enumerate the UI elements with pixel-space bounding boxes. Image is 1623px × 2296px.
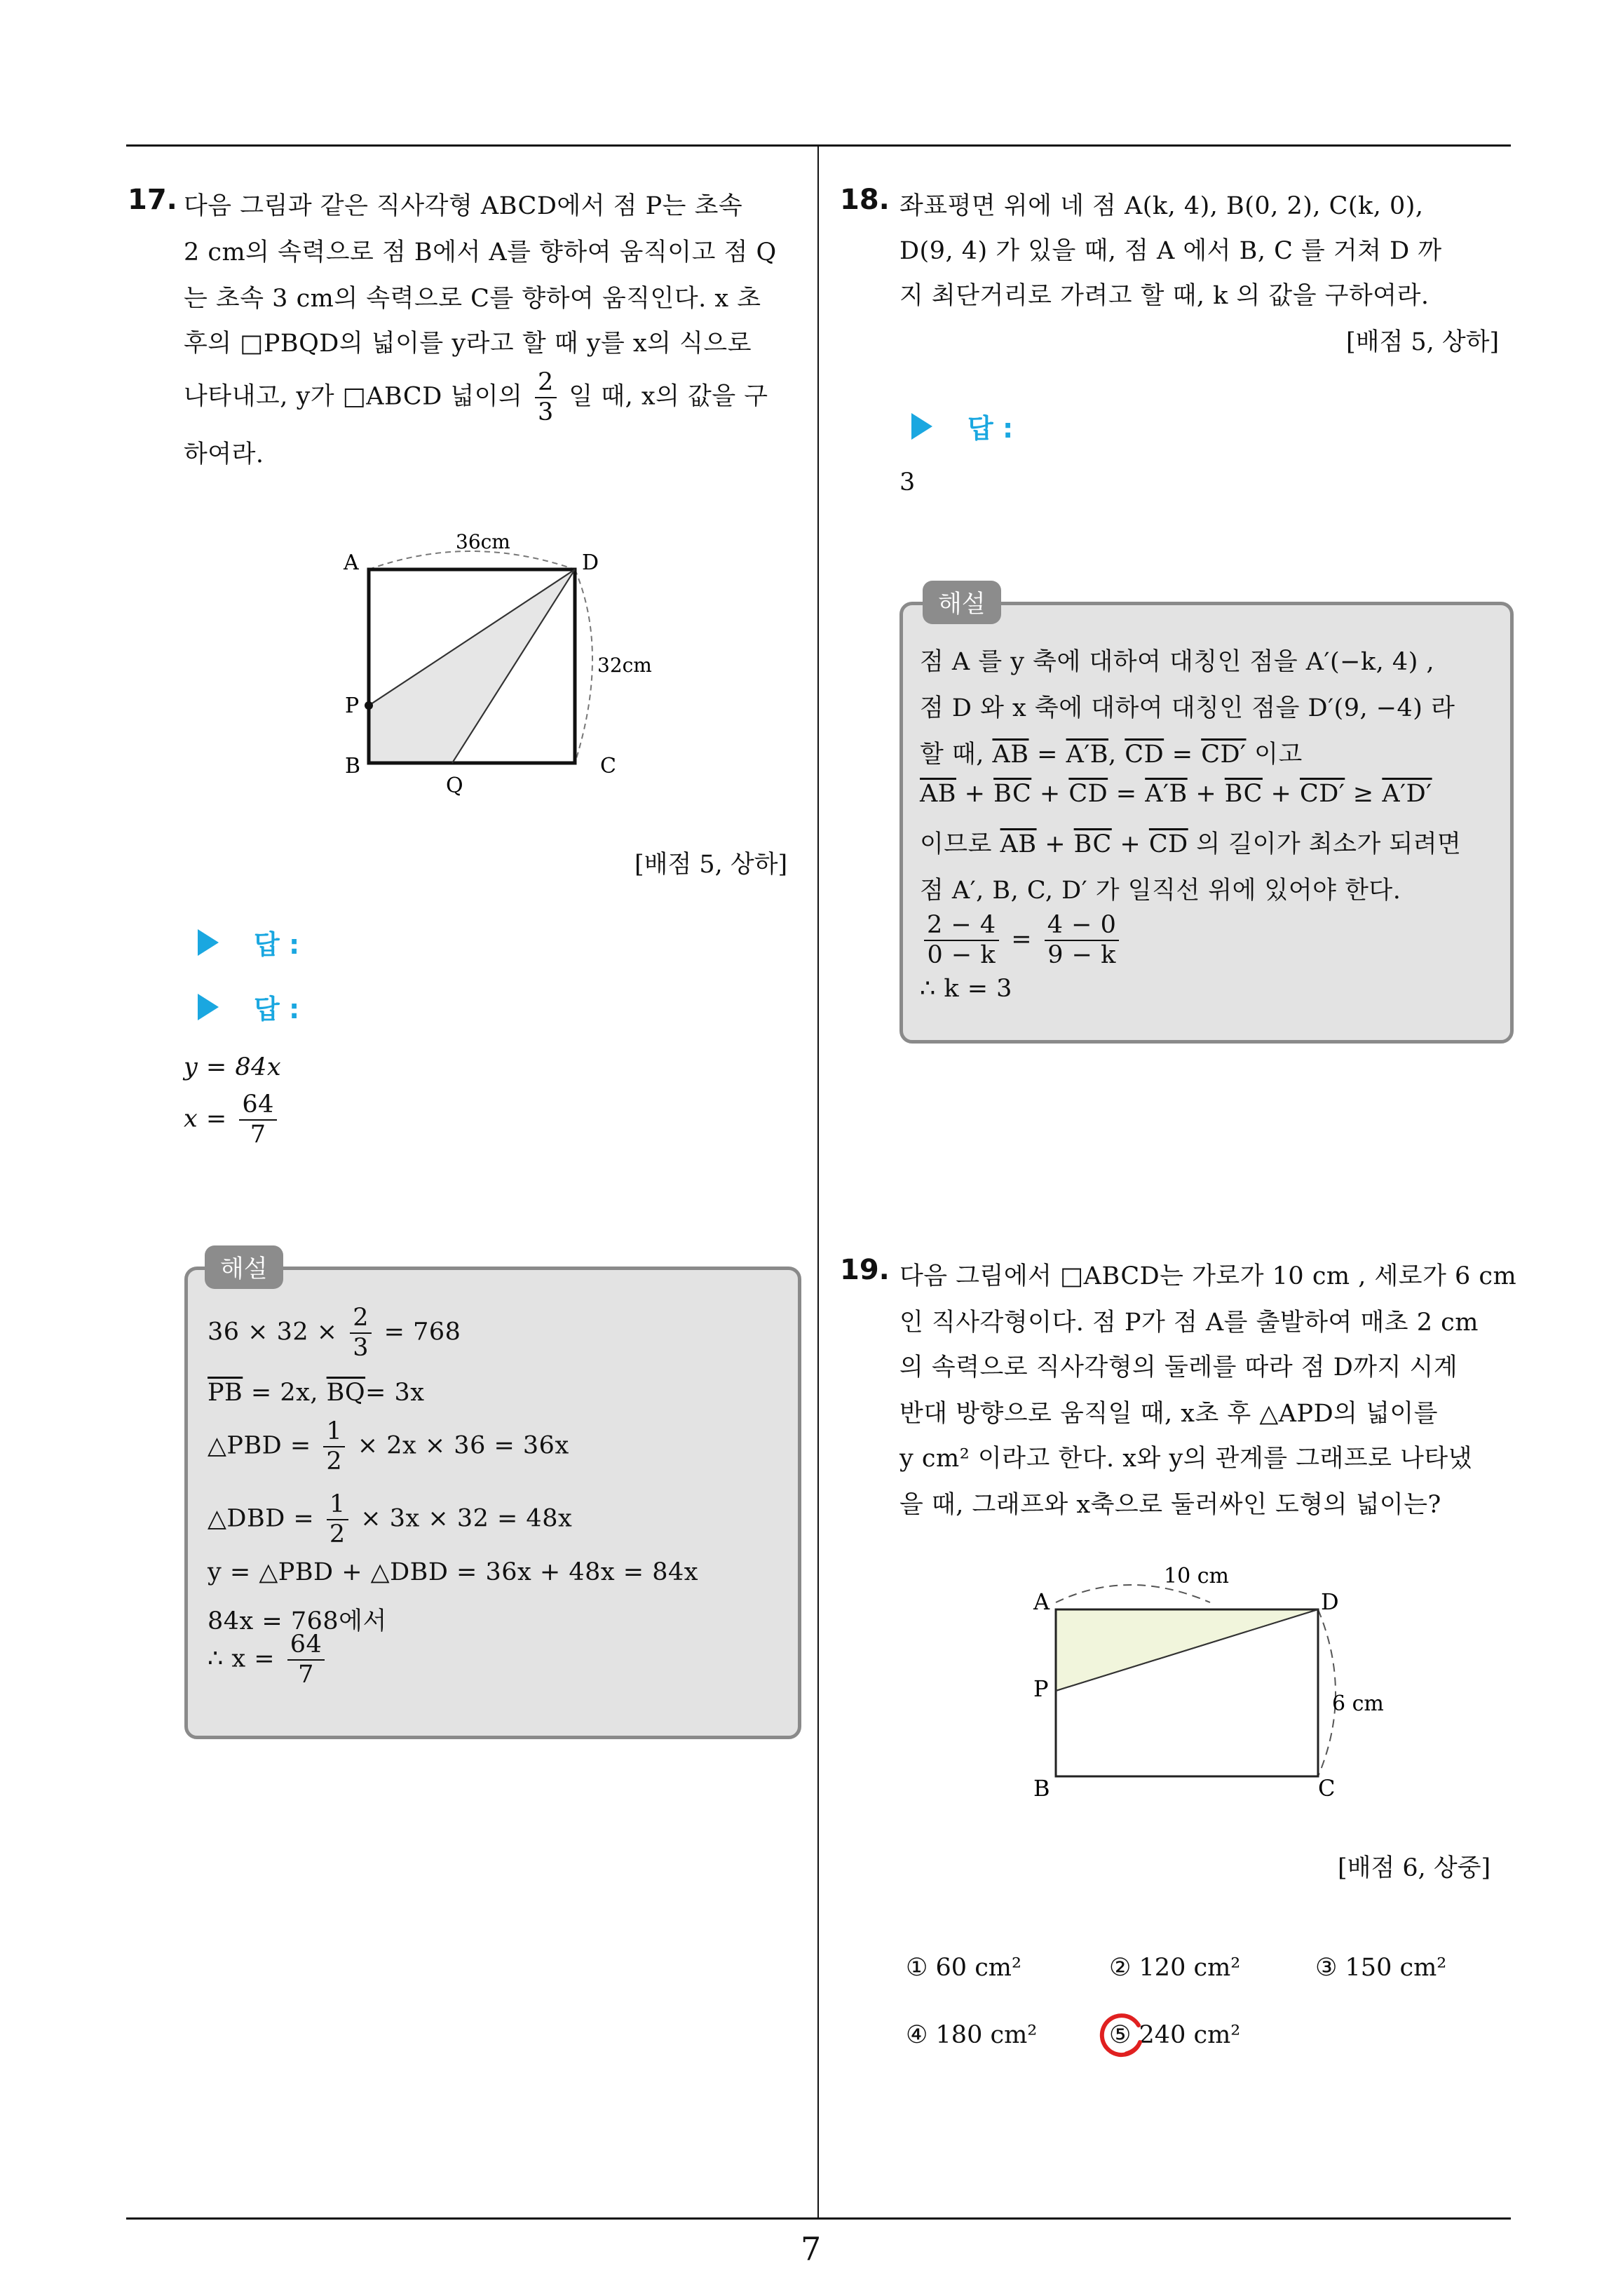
q17-expl-l3-a: △PBD = [208,1431,311,1460]
q19-height-label: 6 cm [1332,1691,1384,1716]
q17-answer-1: y = 84x [184,1053,282,1081]
q17-width-label: 36cm [456,530,510,553]
q17-expl-line-2 [208,1379,425,1407]
q19-choice-3-text: 150 cm² [1345,1954,1447,1982]
question-19-number: 19. [840,1254,890,1286]
q17-width-arc [369,551,575,569]
column-divider [817,144,819,2219]
q17-label-c: C [600,754,616,778]
q19-choice-5-mark: ⑤ [1109,2021,1132,2049]
q19-label-d: D [1321,1588,1339,1615]
q18-expl-l4-e: $\overline{CD}$ [1068,780,1108,808]
q18-answer: 3 [899,468,916,497]
q19-label-c: C [1318,1775,1336,1802]
q19-label-p: P [1033,1675,1049,1702]
q17-expl-l3-frac [323,1419,345,1474]
q17-label-q: Q [446,774,463,798]
q18-expl-eq: = [1011,925,1033,954]
q18-expl-l4-d: + [1031,780,1069,808]
q17-line-5-tail: 일 때, x의 값을 구 [569,382,768,411]
q18-expl-l3-b: $\overline{AB}$ [992,741,1029,769]
q18-expl-l3-g: = [1164,741,1202,769]
answer-arrow-icon [198,929,219,956]
q17-fraction [535,370,557,425]
q17-figure [330,519,666,799]
q17-expl-l3-b: × 2x × 36 = 36x [357,1431,569,1460]
q19-line-2: 인 직사각형이다. 점 P가 점 A를 출발하여 매초 2 cm [899,1309,1479,1337]
q17-expl-l1-frac [350,1306,372,1360]
q18-expl-l4-h: + [1187,780,1225,808]
q17-answer-2-den: 7 [250,1121,266,1149]
q18-expl-l4-a: $\overline{AB}$ [920,780,956,808]
q18-expl-l5-d: $\overline{BC}$ [1073,830,1112,858]
q17-expl-l2-c: $\overline{BQ}$ [326,1379,366,1407]
q18-expl-num-1: 2 − 4 [924,913,999,941]
q17-line-6: 하여라. [184,440,264,468]
q17-shaded-region [369,569,575,763]
q17-fraction-num: 2 [535,370,557,398]
q17-expl-line-3 [208,1419,569,1474]
q17-answer-2-num: 64 [239,1093,277,1121]
q18-expl-l3-e: , [1108,741,1125,769]
q19-line-5: y cm² 이라고 한다. x와 y의 관계를 그래프로 나타냈 [899,1445,1473,1473]
q18-expl-line-3 [920,735,1303,770]
q18-expl-l3-f: $\overline{CD}$ [1125,741,1164,769]
q17-expl-l2-a: $\overline{PB}$ [208,1379,243,1407]
q17-answer-2-fraction [239,1090,277,1149]
q17-expl-l1-a: 36 × 32 × [208,1318,338,1346]
q19-width-label: 10 cm [1164,1564,1229,1588]
question-18-number: 18. [840,184,890,216]
q19-choice-4-text: 180 cm² [935,2021,1038,2049]
q17-answer-row-2 [198,987,299,1026]
q17-expl-line-5: y = △PBD + △DBD = 36x + 48x = 84x [208,1558,698,1586]
q18-answer-label: 답 : [967,413,1014,444]
q18-expl-l4-c: $\overline{BC}$ [993,780,1032,808]
q17-expl-l4-den: 2 [329,1520,346,1548]
q17-point-p [365,701,373,710]
q17-line-5-text: 나타내고, y가 □ABCD 넓이의 [184,382,523,411]
q19-line-4: 반대 방향으로 움직일 때, x초 후 △APD의 넓이를 [899,1400,1439,1428]
q18-expl-l3-i: 이고 [1246,741,1303,769]
q17-line-3: 는 초속 3 cm의 속력으로 C를 향하여 움직인다. x 초 [184,285,761,313]
q17-expl-line-6: 84x = 768에서 [208,1607,387,1635]
q19-label-b: B [1033,1775,1050,1802]
q18-expl-line-2: 점 D 와 x 축에 대하여 대칭인 점을 D′(9, −4) 라 [920,694,1455,722]
q19-choice-4[interactable] [906,2021,1037,2049]
q17-answer-2 [184,1090,281,1149]
q17-expl-l1-num: 2 [350,1306,372,1334]
q17-expl-l7-den: 7 [298,1661,314,1689]
q17-answer-row-1 [198,923,299,961]
q18-answer-row [911,407,1013,445]
q19-choice-3[interactable] [1315,1954,1446,1982]
q18-expl-l4-j: + [1262,780,1300,808]
q18-expl-den-1: 0 − k [927,941,996,969]
page-number: 7 [801,2230,822,2268]
q18-score: [배점 5, 상하] [1346,328,1500,356]
q18-expl-l5-e: + [1111,830,1149,858]
q17-expl-line-7 [208,1630,329,1689]
q17-score: [배점 5, 상하] [634,851,788,879]
q18-line-1: 좌표평면 위에 네 점 A(k, 4), B(0, 2), C(k, 0), [899,192,1424,220]
q18-expl-frac-1 [924,913,999,968]
q17-expl-l7-a: ∴ x = [208,1645,276,1673]
q17-expl-l7-num: 64 [287,1633,325,1661]
q17-answer-label-2: 답 : [254,994,300,1025]
q19-line-1: 다음 그림에서 □ABCD는 가로가 10 cm , 세로가 6 cm [899,1262,1517,1290]
q18-expl-num-2: 4 − 0 [1045,913,1120,941]
q18-expl-l5-g: 의 길이가 최소가 되려면 [1188,830,1462,858]
q17-expl-line-4 [208,1492,572,1547]
q19-choice-2-text: 120 cm² [1139,1954,1241,1982]
q17-expl-l3-den: 2 [326,1447,343,1475]
q17-fraction-den: 3 [537,398,554,426]
q18-expl-l3-a: 할 때, [920,741,993,769]
q17-expl-l4-a: △DBD = [208,1504,315,1533]
q18-line-3: 지 최단거리로 가려고 할 때, k 의 값을 구하여라. [899,282,1430,310]
q19-score: [배점 6, 상중] [1338,1854,1491,1882]
selected-answer-circle-icon [1098,2010,1148,2060]
q19-label-a: A [1033,1588,1050,1615]
q18-expl-l3-h: CD′ [1201,741,1247,769]
q17-expl-l1-b: = 768 [383,1318,461,1346]
q17-height-arc [575,569,592,763]
q19-choice-2-mark: ② [1109,1954,1132,1982]
q18-expl-l4-f: = [1108,780,1146,808]
q17-explanation-tab: 해설 [205,1245,283,1289]
q18-expl-line-1: 점 A 를 y 축에 대하여 대칭인 점을 A′(−k, 4) , [920,648,1435,676]
q17-expl-l3-num: 1 [323,1419,345,1447]
q17-label-p: P [345,694,360,718]
q17-expl-l1-den: 3 [353,1334,369,1362]
q17-label-b: B [345,754,361,778]
q17-answer-2-lhs: x = [184,1105,227,1133]
q19-choice-1[interactable] [906,1954,1021,1982]
q18-expl-line-8: ∴ k = 3 [920,975,1012,1003]
q18-expl-line-5 [920,825,1461,860]
q17-label-a: A [344,551,359,575]
q18-expl-l5-f: $\overline{CD}$ [1148,830,1188,858]
q19-figure [1017,1553,1409,1820]
q19-choice-4-mark: ④ [906,2021,928,2049]
q18-expl-l5-b: $\overline{AB}$ [1000,830,1037,858]
q18-expl-l4-m: A′D′ [1382,780,1432,808]
q19-choice-5-text: 240 cm² [1139,2021,1241,2049]
q18-expl-l4-l: ≥ [1345,780,1383,808]
q19-choice-1-text: 60 cm² [935,1954,1022,1982]
q17-label-d: D [582,551,599,575]
q17-answer-label-1: 답 : [254,929,300,960]
q18-expl-line-7 [920,913,1123,968]
q19-choice-1-mark: ① [906,1954,928,1982]
q17-line-5 [184,370,768,425]
q18-expl-l4-b: + [956,780,994,808]
q19-line-6: 을 때, 그래프와 x축으로 둘러싸인 도형의 넓이는? [899,1491,1441,1519]
q18-expl-l3-d: A′B [1066,741,1109,769]
q17-line-1: 다음 그림과 같은 직사각형 ABCD에서 점 P는 초속 [184,192,743,220]
answer-arrow-icon [198,994,219,1020]
q18-expl-l4-i: $\overline{BC}$ [1224,780,1263,808]
q18-line-2: D(9, 4) 가 있을 때, 점 A 에서 B, C 를 거쳐 D 까 [899,237,1442,265]
q19-choice-2[interactable] [1109,1954,1240,1982]
q18-expl-l3-c: = [1028,741,1066,769]
q18-explanation-tab: 해설 [923,581,1001,624]
q17-expl-l4-frac [327,1492,348,1547]
question-17-number: 17. [128,184,177,216]
q17-line-4: 후의 □PBQD의 넓이를 y라고 할 때 y를 x의 식으로 [184,330,752,358]
q18-expl-frac-2 [1045,913,1120,968]
q19-choice-3-mark: ③ [1315,1954,1338,1982]
q17-line-2: 2 cm의 속력으로 점 B에서 A를 향하여 움직이고 점 Q [184,238,777,266]
q17-expl-l4-num: 1 [327,1492,348,1520]
q18-expl-den-2: 9 − k [1047,941,1116,969]
q18-expl-l4-g: A′B [1145,780,1188,808]
q18-expl-l5-a: 이므로 [920,830,1000,858]
q18-expl-l5-c: + [1036,830,1074,858]
q17-expl-l4-b: × 3x × 32 = 48x [360,1504,573,1533]
answer-arrow-icon [911,413,932,440]
q18-expl-line-6: 점 A′, B, C, D′ 가 일직선 위에 있어야 한다. [920,877,1401,905]
bottom-rule [126,2217,1511,2220]
q17-expl-l2-d: = 3x [365,1379,425,1407]
q17-height-label: 32cm [597,654,652,677]
q17-expl-line-1 [208,1306,461,1360]
q17-expl-l2-b: = 2x, [243,1379,327,1407]
q17-expl-l7-frac [287,1630,325,1689]
q18-expl-line-4 [920,780,1432,808]
q19-line-3: 의 속력으로 직사각형의 둘레를 따라 점 D까지 시계 [899,1353,1458,1382]
q18-expl-l4-k: CD′ [1300,780,1345,808]
